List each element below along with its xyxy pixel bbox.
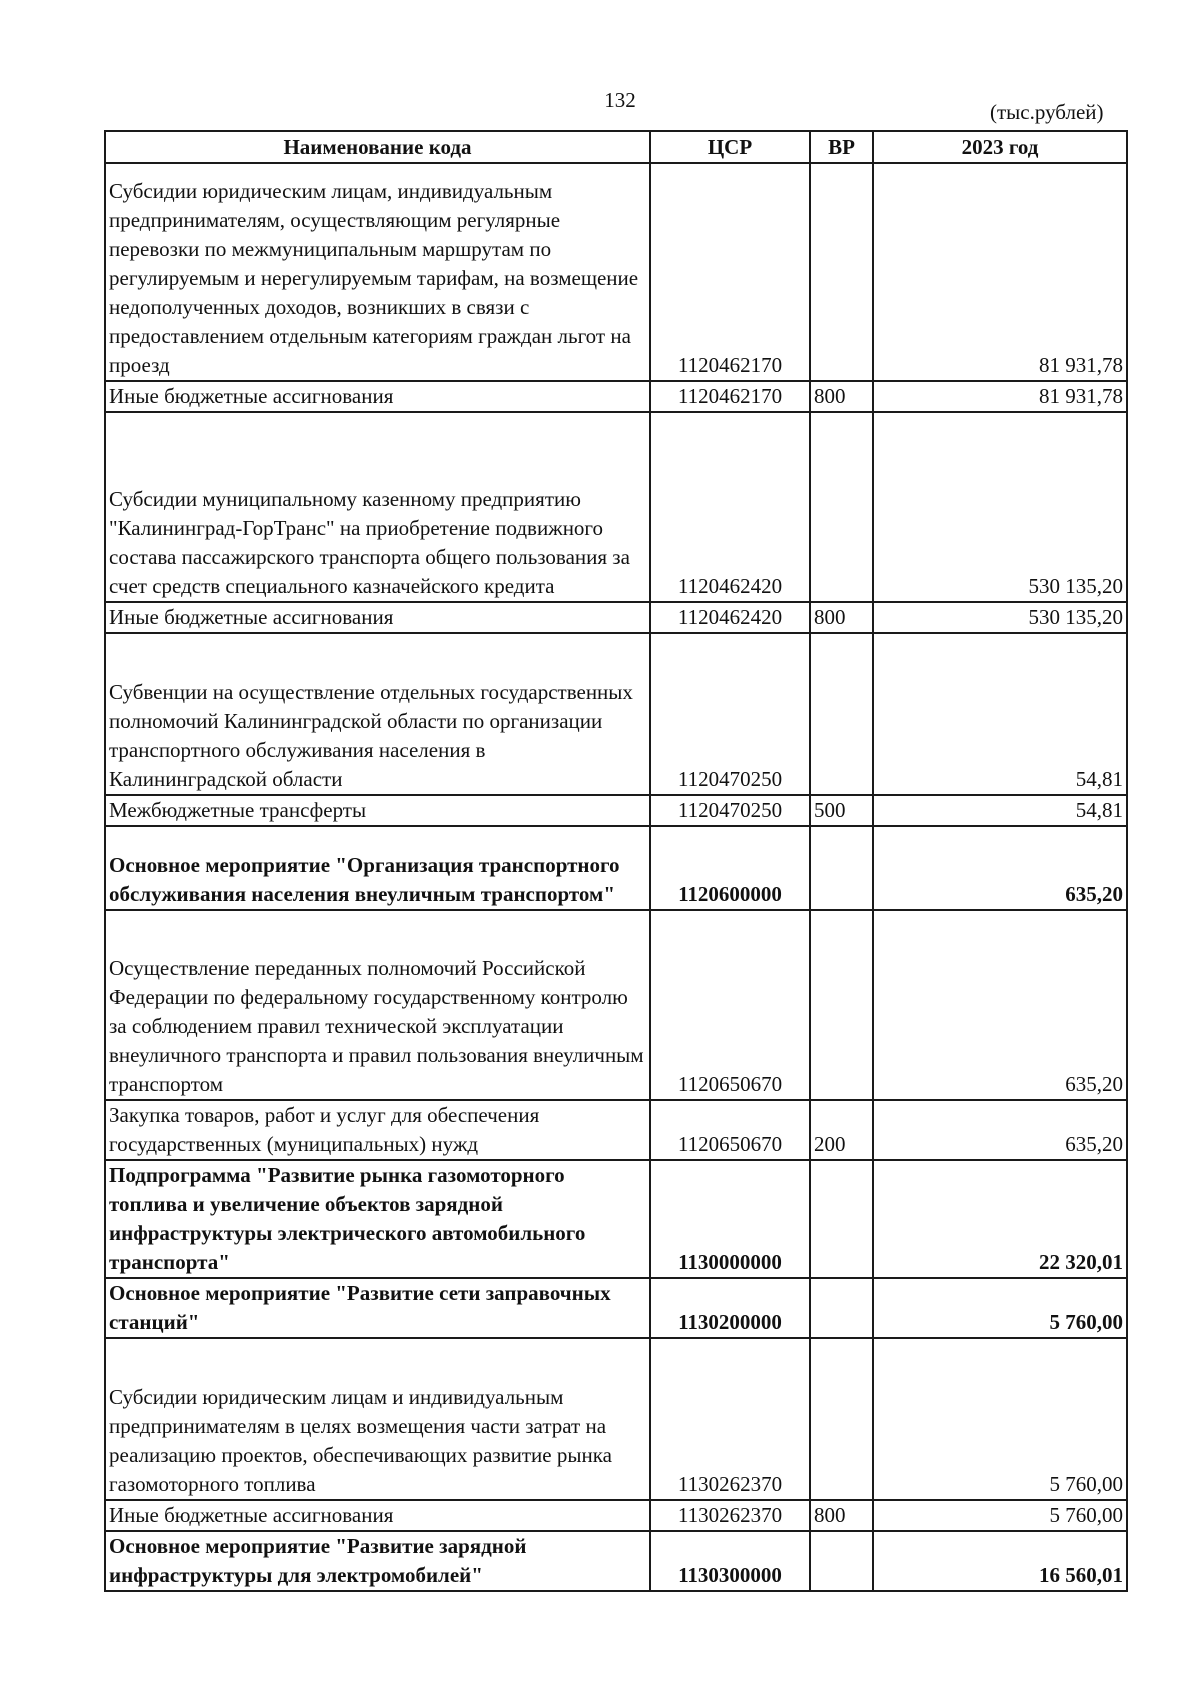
row-csr: 1130262370 <box>650 1338 810 1500</box>
row-name: Основное мероприятие "Развитие зарядной инфраструктуры для электромобилей" <box>105 1531 650 1591</box>
header-row <box>105 131 1127 163</box>
table-row <box>105 826 1127 910</box>
row-sum: 81 931,78 <box>873 381 1127 412</box>
row-sum: 635,20 <box>873 826 1127 910</box>
row-sum: 16 560,01 <box>873 1531 1127 1591</box>
row-name: Основное мероприятие "Развитие сети заправочных станций" <box>105 1278 650 1338</box>
row-name: Субвенции на осуществление отдельных государственных полномочий Калининградской области по организации транспортного обслуживания населения в Калининградской области <box>105 633 650 795</box>
row-vr <box>810 1338 873 1500</box>
row-vr <box>810 1278 873 1338</box>
row-csr: 1130000000 <box>650 1160 810 1278</box>
row-vr: 800 <box>810 1500 873 1531</box>
row-name: Субсидии муниципальному казенному предприятию "Калининград-ГорТранс" на приобретение подвижного состава пассажирского транспорта общего пользования за счет средств специального казначейского кредита <box>105 412 650 602</box>
row-name: Осуществление переданных полномочий Российской Федерации по федеральному государственному контролю за соблюдением правил технической эксплуатации внеуличного транспорта и правил пользования внеуличным транспортом <box>105 910 650 1100</box>
row-name: Иные бюджетные ассигнования <box>105 1500 650 1531</box>
row-sum: 635,20 <box>873 910 1127 1100</box>
table-row <box>105 910 1127 1100</box>
row-name: Иные бюджетные ассигнования <box>105 602 650 633</box>
row-csr: 1120462170 <box>650 381 810 412</box>
row-sum: 530 135,20 <box>873 602 1127 633</box>
table-row <box>105 1500 1127 1531</box>
row-csr: 1130262370 <box>650 1500 810 1531</box>
row-vr: 500 <box>810 795 873 826</box>
header-year: 2023 год <box>873 131 1127 163</box>
units-label: (тыс.рублей) <box>990 100 1104 124</box>
row-vr: 800 <box>810 602 873 633</box>
row-vr <box>810 412 873 602</box>
table-row <box>105 412 1127 602</box>
row-csr: 1120470250 <box>650 795 810 826</box>
row-csr: 1120650670 <box>650 910 810 1100</box>
row-sum: 54,81 <box>873 633 1127 795</box>
row-sum: 5 760,00 <box>873 1278 1127 1338</box>
row-vr <box>810 1160 873 1278</box>
table-row <box>105 633 1127 795</box>
row-sum: 5 760,00 <box>873 1500 1127 1531</box>
table-row <box>105 163 1127 381</box>
row-sum: 54,81 <box>873 795 1127 826</box>
header-csr: ЦСР <box>650 131 810 163</box>
row-csr: 1130200000 <box>650 1278 810 1338</box>
row-sum: 5 760,00 <box>873 1338 1127 1500</box>
row-name: Межбюджетные трансферты <box>105 795 650 826</box>
row-sum: 635,20 <box>873 1100 1127 1160</box>
table-row <box>105 381 1127 412</box>
table-row <box>105 1100 1127 1160</box>
row-vr <box>810 633 873 795</box>
row-csr: 1120650670 <box>650 1100 810 1160</box>
header-name: Наименование кода <box>105 131 650 163</box>
row-sum: 530 135,20 <box>873 412 1127 602</box>
row-csr: 1120470250 <box>650 633 810 795</box>
row-csr: 1120462420 <box>650 412 810 602</box>
row-vr <box>810 826 873 910</box>
row-csr: 1120462420 <box>650 602 810 633</box>
row-name: Иные бюджетные ассигнования <box>105 381 650 412</box>
row-vr <box>810 1531 873 1591</box>
row-name: Субсидии юридическим лицам, индивидуальным предпринимателям, осуществляющим регулярные перевозки по межмуниципальным маршрутам по регулируемым и нерегулируемым тарифам, на возмещение недополученных доходов, возникших в связи с предоставлением отдельным категориям граждан льгот на проезд <box>105 163 650 381</box>
table-row <box>105 602 1127 633</box>
row-csr: 1120600000 <box>650 826 810 910</box>
row-csr: 1130300000 <box>650 1531 810 1591</box>
row-vr: 200 <box>810 1100 873 1160</box>
row-vr <box>810 163 873 381</box>
row-sum: 22 320,01 <box>873 1160 1127 1278</box>
row-name: Закупка товаров, работ и услуг для обеспечения государственных (муниципальных) нужд <box>105 1100 650 1160</box>
row-name: Основное мероприятие "Организация транспортного обслуживания населения внеуличным транспортом" <box>105 826 650 910</box>
row-vr <box>810 910 873 1100</box>
table-row <box>105 1338 1127 1500</box>
row-name: Подпрограмма "Развитие рынка газомоторного топлива и увеличение объектов зарядной инфраструктуры электрического автомобильного транспорта" <box>105 1160 650 1278</box>
table-row <box>105 1531 1127 1591</box>
page-number: 132 <box>604 88 636 112</box>
budget-table <box>104 130 1128 1592</box>
header-vr: ВР <box>810 131 873 163</box>
row-name: Субсидии юридическим лицам и индивидуальным предпринимателям в целях возмещения части затрат на реализацию проектов, обеспечивающих развитие рынка газомоторного топлива <box>105 1338 650 1500</box>
table-row <box>105 795 1127 826</box>
row-vr: 800 <box>810 381 873 412</box>
table-row <box>105 1278 1127 1338</box>
table-row <box>105 1160 1127 1278</box>
row-sum: 81 931,78 <box>873 163 1127 381</box>
row-csr: 1120462170 <box>650 163 810 381</box>
